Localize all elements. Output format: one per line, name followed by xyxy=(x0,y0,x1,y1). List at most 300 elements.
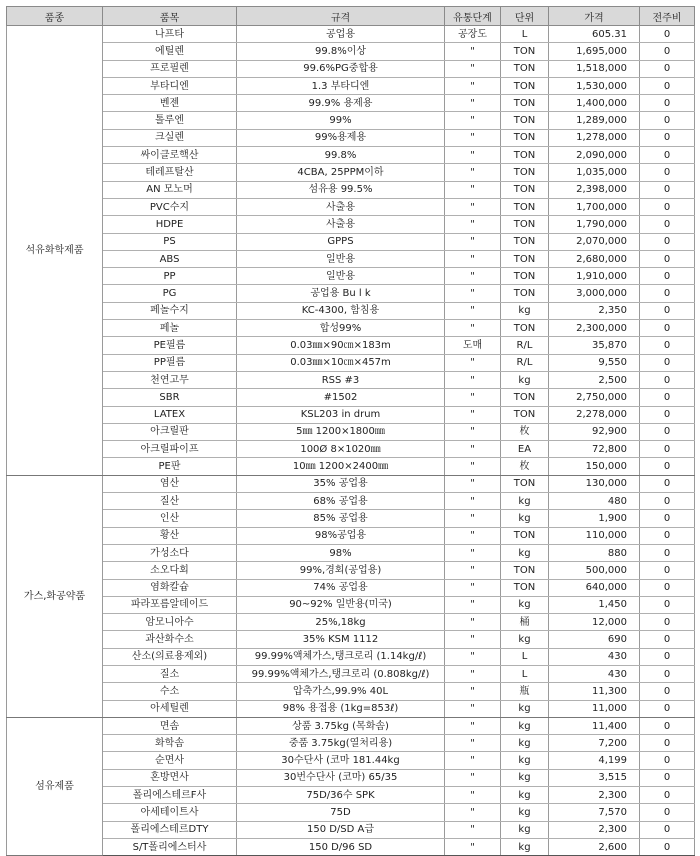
table-row xyxy=(7,717,695,734)
distribution-stage-cell: " xyxy=(445,769,501,786)
price-cell: 150,000 xyxy=(549,458,640,475)
item-name-cell: 크실렌 xyxy=(103,129,237,146)
weekly-change-cell: 0 xyxy=(640,198,695,215)
weekly-change-cell: 0 xyxy=(640,821,695,838)
weekly-change-cell: 0 xyxy=(640,804,695,821)
price-cell: 2,090,000 xyxy=(549,147,640,164)
price-cell: 690 xyxy=(549,631,640,648)
item-name-cell: 순면사 xyxy=(103,752,237,769)
weekly-change-cell: 0 xyxy=(640,371,695,388)
spec-cell: 섬유용 99.5% xyxy=(237,181,445,198)
weekly-change-cell: 0 xyxy=(640,769,695,786)
item-name-cell: 암모니아수 xyxy=(103,614,237,631)
item-name-cell: 혼방면사 xyxy=(103,769,237,786)
price-cell: 1,695,000 xyxy=(549,43,640,60)
unit-cell: 桶 xyxy=(501,614,549,631)
spec-cell: 35% 공업용 xyxy=(237,475,445,492)
weekly-change-cell: 0 xyxy=(640,631,695,648)
table-row xyxy=(7,250,695,267)
table-row xyxy=(7,302,695,319)
item-name-cell: 황산 xyxy=(103,527,237,544)
item-name-cell: 폴리에스테르DTY xyxy=(103,821,237,838)
unit-cell: TON xyxy=(501,112,549,129)
distribution-stage-cell: " xyxy=(445,233,501,250)
spec-cell: 99.99%액체가스,탱크로리 (0.808kg/ℓ) xyxy=(237,665,445,682)
distribution-stage-cell: " xyxy=(445,510,501,527)
spec-cell: 150 D/96 SD xyxy=(237,838,445,855)
table-row xyxy=(7,769,695,786)
unit-cell: TON xyxy=(501,164,549,181)
weekly-change-cell: 0 xyxy=(640,838,695,855)
weekly-change-cell: 0 xyxy=(640,233,695,250)
weekly-change-cell: 0 xyxy=(640,320,695,337)
item-name-cell: AN 모노머 xyxy=(103,181,237,198)
weekly-change-cell: 0 xyxy=(640,527,695,544)
price-cell: 2,750,000 xyxy=(549,389,640,406)
distribution-stage-cell: " xyxy=(445,579,501,596)
unit-cell: L xyxy=(501,26,549,43)
distribution-stage-cell: " xyxy=(445,700,501,717)
price-cell: 1,518,000 xyxy=(549,60,640,77)
weekly-change-cell: 0 xyxy=(640,562,695,579)
table-row xyxy=(7,389,695,406)
item-name-cell: PS xyxy=(103,233,237,250)
price-cell: 2,070,000 xyxy=(549,233,640,250)
item-name-cell: 프로필렌 xyxy=(103,60,237,77)
weekly-change-cell: 0 xyxy=(640,147,695,164)
weekly-change-cell: 0 xyxy=(640,285,695,302)
price-cell: 11,400 xyxy=(549,717,640,734)
weekly-change-cell: 0 xyxy=(640,648,695,665)
weekly-change-cell: 0 xyxy=(640,458,695,475)
price-cell: 1,910,000 xyxy=(549,268,640,285)
distribution-stage-cell: " xyxy=(445,614,501,631)
price-table xyxy=(6,6,695,856)
item-name-cell: 테레프탈산 xyxy=(103,164,237,181)
unit-cell: TON xyxy=(501,60,549,77)
item-name-cell: 수소 xyxy=(103,683,237,700)
table-row xyxy=(7,821,695,838)
weekly-change-cell: 0 xyxy=(640,250,695,267)
spec-cell: 99.8% xyxy=(237,147,445,164)
price-cell: 2,278,000 xyxy=(549,406,640,423)
distribution-stage-cell: " xyxy=(445,147,501,164)
spec-cell: 0.03㎜×90㎝×183m xyxy=(237,337,445,354)
distribution-stage-cell: " xyxy=(445,320,501,337)
weekly-change-cell: 0 xyxy=(640,717,695,734)
unit-cell: kg xyxy=(501,510,549,527)
table-row xyxy=(7,164,695,181)
spec-cell: 98% 용접용 (1kg=853ℓ) xyxy=(237,700,445,717)
spec-cell: 74% 공업용 xyxy=(237,579,445,596)
spec-cell: KC-4300, 함침용 xyxy=(237,302,445,319)
distribution-stage-cell: " xyxy=(445,302,501,319)
table-row xyxy=(7,562,695,579)
distribution-stage-cell: " xyxy=(445,423,501,440)
distribution-stage-cell: " xyxy=(445,752,501,769)
weekly-change-cell: 0 xyxy=(640,389,695,406)
spec-cell: 5㎜ 1200×1800㎜ xyxy=(237,423,445,440)
item-name-cell: 염산 xyxy=(103,475,237,492)
spec-cell: 99.6%PG중합용 xyxy=(237,60,445,77)
weekly-change-cell: 0 xyxy=(640,579,695,596)
item-name-cell: PG xyxy=(103,285,237,302)
distribution-stage-cell: " xyxy=(445,631,501,648)
table-row xyxy=(7,683,695,700)
distribution-stage-cell: " xyxy=(445,562,501,579)
table-row xyxy=(7,458,695,475)
unit-cell: kg xyxy=(501,821,549,838)
price-cell: 640,000 xyxy=(549,579,640,596)
distribution-stage-cell: " xyxy=(445,787,501,804)
unit-cell: kg xyxy=(501,717,549,734)
item-name-cell: 아크릴판 xyxy=(103,423,237,440)
distribution-stage-cell: " xyxy=(445,458,501,475)
price-cell: 4,199 xyxy=(549,752,640,769)
header-item: 품목 xyxy=(103,7,237,26)
distribution-stage-cell: " xyxy=(445,181,501,198)
weekly-change-cell: 0 xyxy=(640,510,695,527)
spec-cell: RSS #3 xyxy=(237,371,445,388)
item-name-cell: LATEX xyxy=(103,406,237,423)
table-row xyxy=(7,337,695,354)
unit-cell: R/L xyxy=(501,337,549,354)
table-row xyxy=(7,95,695,112)
table-row xyxy=(7,475,695,492)
item-name-cell: 파라포름알데이드 xyxy=(103,596,237,613)
weekly-change-cell: 0 xyxy=(640,700,695,717)
table-row xyxy=(7,320,695,337)
weekly-change-cell: 0 xyxy=(640,337,695,354)
weekly-change-cell: 0 xyxy=(640,354,695,371)
item-name-cell: 과산화수소 xyxy=(103,631,237,648)
spec-cell: 1.3 부타디엔 xyxy=(237,77,445,94)
price-cell: 11,300 xyxy=(549,683,640,700)
unit-cell: TON xyxy=(501,43,549,60)
category-cell: 석유화학제품 xyxy=(7,26,103,476)
spec-cell: 중품 3.75kg(열처리용) xyxy=(237,735,445,752)
item-name-cell: 면솜 xyxy=(103,717,237,734)
table-row xyxy=(7,527,695,544)
weekly-change-cell: 0 xyxy=(640,441,695,458)
price-cell: 2,680,000 xyxy=(549,250,640,267)
spec-cell: #1502 xyxy=(237,389,445,406)
price-cell: 2,350 xyxy=(549,302,640,319)
unit-cell: TON xyxy=(501,527,549,544)
item-name-cell: S/T폴리에스터사 xyxy=(103,838,237,855)
spec-cell: 99%,경회(공업용) xyxy=(237,562,445,579)
table-row xyxy=(7,26,695,43)
unit-cell: kg xyxy=(501,752,549,769)
price-cell: 130,000 xyxy=(549,475,640,492)
price-cell: 2,500 xyxy=(549,371,640,388)
item-name-cell: 부타디엔 xyxy=(103,77,237,94)
price-cell: 92,900 xyxy=(549,423,640,440)
table-row xyxy=(7,268,695,285)
header-unit: 단위 xyxy=(501,7,549,26)
weekly-change-cell: 0 xyxy=(640,735,695,752)
weekly-change-cell: 0 xyxy=(640,181,695,198)
price-cell: 1,900 xyxy=(549,510,640,527)
spec-cell: 90~92% 일반용(미국) xyxy=(237,596,445,613)
unit-cell: kg xyxy=(501,631,549,648)
table-row xyxy=(7,181,695,198)
item-name-cell: 인산 xyxy=(103,510,237,527)
distribution-stage-cell: " xyxy=(445,544,501,561)
table-row xyxy=(7,614,695,631)
unit-cell: kg xyxy=(501,804,549,821)
distribution-stage-cell: " xyxy=(445,164,501,181)
spec-cell: KSL203 in drum xyxy=(237,406,445,423)
price-cell: 1,530,000 xyxy=(549,77,640,94)
spec-cell: 100Ø 8×1020㎜ xyxy=(237,441,445,458)
table-row xyxy=(7,787,695,804)
price-cell: 110,000 xyxy=(549,527,640,544)
distribution-stage-cell: " xyxy=(445,475,501,492)
distribution-stage-cell: " xyxy=(445,665,501,682)
weekly-change-cell: 0 xyxy=(640,112,695,129)
table-row xyxy=(7,700,695,717)
unit-cell: TON xyxy=(501,406,549,423)
unit-cell: R/L xyxy=(501,354,549,371)
weekly-change-cell: 0 xyxy=(640,60,695,77)
unit-cell: TON xyxy=(501,250,549,267)
price-cell: 1,700,000 xyxy=(549,198,640,215)
item-name-cell: 화학솜 xyxy=(103,735,237,752)
item-name-cell: PVC수지 xyxy=(103,198,237,215)
spec-cell: 99.99%액체가스,탱크로리 (1.14kg/ℓ) xyxy=(237,648,445,665)
table-row xyxy=(7,129,695,146)
distribution-stage-cell: " xyxy=(445,683,501,700)
unit-cell: 枚 xyxy=(501,458,549,475)
spec-cell: 상품 3.75kg (목화솜) xyxy=(237,717,445,734)
distribution-stage-cell: " xyxy=(445,354,501,371)
price-cell: 480 xyxy=(549,493,640,510)
spec-cell: 99.9% 용제용 xyxy=(237,95,445,112)
table-row xyxy=(7,441,695,458)
item-name-cell: 페놀 xyxy=(103,320,237,337)
unit-cell: kg xyxy=(501,787,549,804)
spec-cell: 68% 공업용 xyxy=(237,493,445,510)
item-name-cell: 천연고무 xyxy=(103,371,237,388)
spec-cell: 30수단사 (코마 181.44kg xyxy=(237,752,445,769)
spec-cell: 75D xyxy=(237,804,445,821)
spec-cell: 99.8%이상 xyxy=(237,43,445,60)
spec-cell: 합성99% xyxy=(237,320,445,337)
price-cell: 2,300 xyxy=(549,821,640,838)
weekly-change-cell: 0 xyxy=(640,406,695,423)
unit-cell: TON xyxy=(501,216,549,233)
spec-cell: 일반용 xyxy=(237,250,445,267)
spec-cell: 사출용 xyxy=(237,216,445,233)
distribution-stage-cell: 도매 xyxy=(445,337,501,354)
price-cell: 1,289,000 xyxy=(549,112,640,129)
weekly-change-cell: 0 xyxy=(640,475,695,492)
weekly-change-cell: 0 xyxy=(640,164,695,181)
unit-cell: TON xyxy=(501,147,549,164)
price-cell: 2,300,000 xyxy=(549,320,640,337)
item-name-cell: 아세테이트사 xyxy=(103,804,237,821)
table-row xyxy=(7,648,695,665)
unit-cell: L xyxy=(501,665,549,682)
item-name-cell: PE필름 xyxy=(103,337,237,354)
distribution-stage-cell: " xyxy=(445,648,501,665)
spec-cell: 10㎜ 1200×2400㎜ xyxy=(237,458,445,475)
weekly-change-cell: 0 xyxy=(640,614,695,631)
table-row xyxy=(7,198,695,215)
table-row xyxy=(7,112,695,129)
header-price: 가격 xyxy=(549,7,640,26)
price-cell: 500,000 xyxy=(549,562,640,579)
price-cell: 11,000 xyxy=(549,700,640,717)
table-row xyxy=(7,510,695,527)
unit-cell: kg xyxy=(501,596,549,613)
weekly-change-cell: 0 xyxy=(640,268,695,285)
table-row xyxy=(7,354,695,371)
item-name-cell: 에틸렌 xyxy=(103,43,237,60)
item-name-cell: 산소(의료용제외) xyxy=(103,648,237,665)
distribution-stage-cell: " xyxy=(445,250,501,267)
table-row xyxy=(7,631,695,648)
spec-cell: 일반용 xyxy=(237,268,445,285)
unit-cell: TON xyxy=(501,268,549,285)
unit-cell: kg xyxy=(501,371,549,388)
spec-cell: 150 D/SD A급 xyxy=(237,821,445,838)
table-row xyxy=(7,371,695,388)
item-name-cell: PP필름 xyxy=(103,354,237,371)
spec-cell: 사출용 xyxy=(237,198,445,215)
distribution-stage-cell: " xyxy=(445,216,501,233)
item-name-cell: SBR xyxy=(103,389,237,406)
spec-cell: 공업용 Bu l k xyxy=(237,285,445,302)
distribution-stage-cell: " xyxy=(445,43,501,60)
header-row xyxy=(7,7,695,26)
item-name-cell: 질산 xyxy=(103,493,237,510)
weekly-change-cell: 0 xyxy=(640,544,695,561)
table-row xyxy=(7,804,695,821)
unit-cell: 枚 xyxy=(501,423,549,440)
weekly-change-cell: 0 xyxy=(640,26,695,43)
item-name-cell: 톨루엔 xyxy=(103,112,237,129)
spec-cell: 0.03㎜×10㎝×457m xyxy=(237,354,445,371)
unit-cell: TON xyxy=(501,389,549,406)
weekly-change-cell: 0 xyxy=(640,787,695,804)
price-cell: 605.31 xyxy=(549,26,640,43)
price-cell: 9,550 xyxy=(549,354,640,371)
item-name-cell: 질소 xyxy=(103,665,237,682)
price-cell: 2,398,000 xyxy=(549,181,640,198)
price-cell: 7,200 xyxy=(549,735,640,752)
distribution-stage-cell: " xyxy=(445,441,501,458)
unit-cell: 瓶 xyxy=(501,683,549,700)
spec-cell: 98%공업용 xyxy=(237,527,445,544)
item-name-cell: 염화칼슘 xyxy=(103,579,237,596)
table-row xyxy=(7,735,695,752)
table-row xyxy=(7,493,695,510)
distribution-stage-cell: " xyxy=(445,371,501,388)
category-cell: 섬유제품 xyxy=(7,717,103,855)
spec-cell: 압축가스,99.9% 40L xyxy=(237,683,445,700)
item-name-cell: 소오다회 xyxy=(103,562,237,579)
price-cell: 1,790,000 xyxy=(549,216,640,233)
table-row xyxy=(7,665,695,682)
table-row xyxy=(7,423,695,440)
price-cell: 430 xyxy=(549,665,640,682)
table-row xyxy=(7,579,695,596)
unit-cell: TON xyxy=(501,579,549,596)
table-row xyxy=(7,752,695,769)
unit-cell: TON xyxy=(501,233,549,250)
spec-cell: 98% xyxy=(237,544,445,561)
unit-cell: TON xyxy=(501,77,549,94)
weekly-change-cell: 0 xyxy=(640,665,695,682)
weekly-change-cell: 0 xyxy=(640,302,695,319)
weekly-change-cell: 0 xyxy=(640,77,695,94)
weekly-change-cell: 0 xyxy=(640,43,695,60)
item-name-cell: 아크릴파이프 xyxy=(103,441,237,458)
item-name-cell: 폴리에스테르F사 xyxy=(103,787,237,804)
weekly-change-cell: 0 xyxy=(640,683,695,700)
unit-cell: TON xyxy=(501,181,549,198)
table-row xyxy=(7,285,695,302)
price-cell: 1,400,000 xyxy=(549,95,640,112)
distribution-stage-cell: " xyxy=(445,527,501,544)
unit-cell: kg xyxy=(501,493,549,510)
item-name-cell: PP xyxy=(103,268,237,285)
spec-cell: GPPS xyxy=(237,233,445,250)
table-row xyxy=(7,216,695,233)
spec-cell: 25%,18kg xyxy=(237,614,445,631)
item-name-cell: 싸이클로핵산 xyxy=(103,147,237,164)
spec-cell: 75D/36수 SPK xyxy=(237,787,445,804)
header-weekly-change: 전주비 xyxy=(640,7,695,26)
unit-cell: TON xyxy=(501,475,549,492)
table-row xyxy=(7,77,695,94)
weekly-change-cell: 0 xyxy=(640,129,695,146)
item-name-cell: PE판 xyxy=(103,458,237,475)
distribution-stage-cell: " xyxy=(445,804,501,821)
item-name-cell: 나프타 xyxy=(103,26,237,43)
table-row xyxy=(7,544,695,561)
weekly-change-cell: 0 xyxy=(640,752,695,769)
table-row xyxy=(7,596,695,613)
weekly-change-cell: 0 xyxy=(640,423,695,440)
weekly-change-cell: 0 xyxy=(640,493,695,510)
spec-cell: 99%용제용 xyxy=(237,129,445,146)
price-cell: 3,000,000 xyxy=(549,285,640,302)
price-cell: 430 xyxy=(549,648,640,665)
table-row xyxy=(7,233,695,250)
unit-cell: EA xyxy=(501,441,549,458)
item-name-cell: 아세틸렌 xyxy=(103,700,237,717)
distribution-stage-cell: " xyxy=(445,60,501,77)
distribution-stage-cell: 공장도 xyxy=(445,26,501,43)
unit-cell: TON xyxy=(501,562,549,579)
weekly-change-cell: 0 xyxy=(640,95,695,112)
distribution-stage-cell: " xyxy=(445,77,501,94)
distribution-stage-cell: " xyxy=(445,596,501,613)
table-body xyxy=(7,26,695,856)
price-cell: 1,278,000 xyxy=(549,129,640,146)
unit-cell: TON xyxy=(501,285,549,302)
unit-cell: TON xyxy=(501,198,549,215)
distribution-stage-cell: " xyxy=(445,268,501,285)
spec-cell: 공업용 xyxy=(237,26,445,43)
price-cell: 12,000 xyxy=(549,614,640,631)
spec-cell: 30번수단사 (코마) 65/35 xyxy=(237,769,445,786)
distribution-stage-cell: " xyxy=(445,838,501,855)
price-cell: 880 xyxy=(549,544,640,561)
